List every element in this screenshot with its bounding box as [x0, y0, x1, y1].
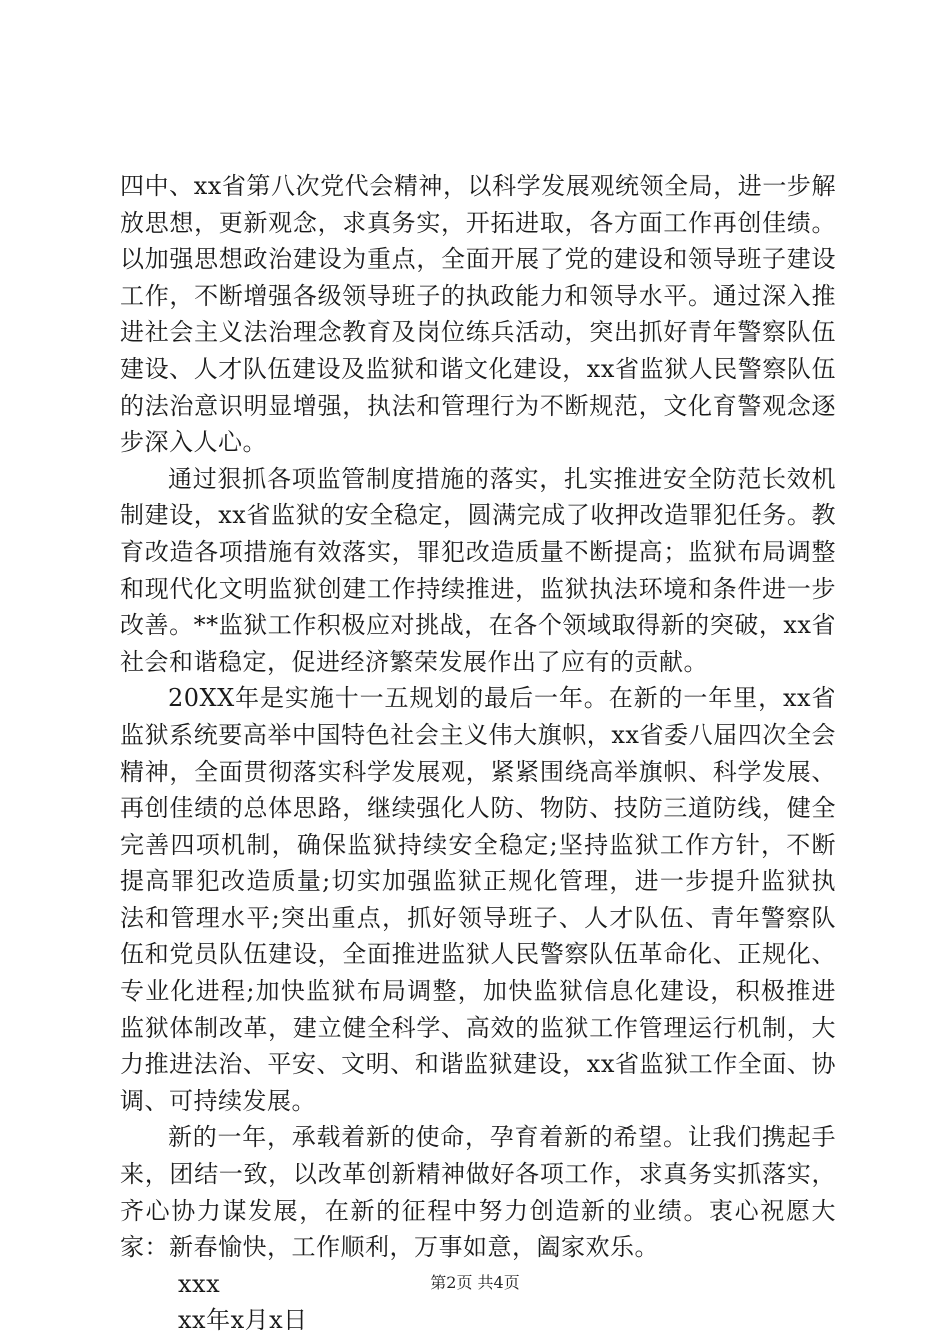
paragraph-2: 通过狠抓各项监管制度措施的落实，扎实推进安全防范长效机制建设，xx省监狱的安全稳定，圆满完成了收押改造罪犯任务。教育改造各项措施有效落实，罪犯改造质量不断提高；监狱布局调整和现代化文明监狱创建工作持续推进，监狱执法环境和条件进一步改善。**监狱工作积极应对挑战，在各个领域取得新的突破，xx省社会和谐稳定，促进经济繁荣发展作出了应有的贡献。	[120, 464, 836, 676]
paragraph-1: 四中、xx省第八次党代会精神，以科学发展观统领全局，进一步解放思想，更新观念，求真务实，开拓进取，各方面工作再创佳绩。以加强思想政治建设为重点，全面开展了党的建设和领导班子建设工作，不断增强各级领导班子的执政能力和领导水平。通过深入推进社会主义法治理念教育及岗位练兵活动，突出抓好青年警察队伍建设、人才队伍建设及监狱和谐文化建设，xx省监狱人民警察队伍的法治意识明显增强，执法和管理行为不断规范，文化育警观念逐步深入人心。	[120, 172, 836, 457]
page-footer	[0, 1270, 950, 1293]
date-line: xx年x月x日	[178, 1306, 308, 1335]
paragraph-3: 20XX年是实施十一五规划的最后一年。在新的一年里，xx省监狱系统要高举中国特色社会主义伟大旗帜，xx省委八届四次全会精神，全面贯彻落实科学发展观，紧紧围绕高举旗帜、科学发展、再创佳绩的总体思路，继续强化人防、物防、技防三道防线，健全完善四项机制，确保监狱持续安全稳定;坚持监狱工作方针，不断提高罪犯改造质量;切实加强监狱正规化管理，进一步提升监狱执法和管理水平;突出重点，抓好领导班子、人才队伍、青年警察队伍和党员队伍建设，全面推进监狱人民警察队伍革命化、正规化、专业化进程;加快监狱布局调整，加快监狱信息化建设，积极推进监狱体制改革，建立健全科学、高效的监狱工作管理运行机制，大力推进法治、平安、文明、和谐监狱建设，xx省监狱工作全面、协调、可持续发展。	[120, 684, 836, 1115]
signature: xxx	[178, 1269, 221, 1298]
page-number-label: 第2页 共4页	[430, 1273, 520, 1292]
paragraph-4: 新的一年，承载着新的使命，孕育着新的希望。让我们携起手来，团结一致，以改革创新精神做好各项工作，求真务实抓落实，齐心协力谋发展，在新的征程中努力创造新的业绩。衷心祝愿大家：新春愉快，工作顺利，万事如意，阖家欢乐。	[120, 1123, 836, 1262]
document-body	[120, 168, 836, 1339]
